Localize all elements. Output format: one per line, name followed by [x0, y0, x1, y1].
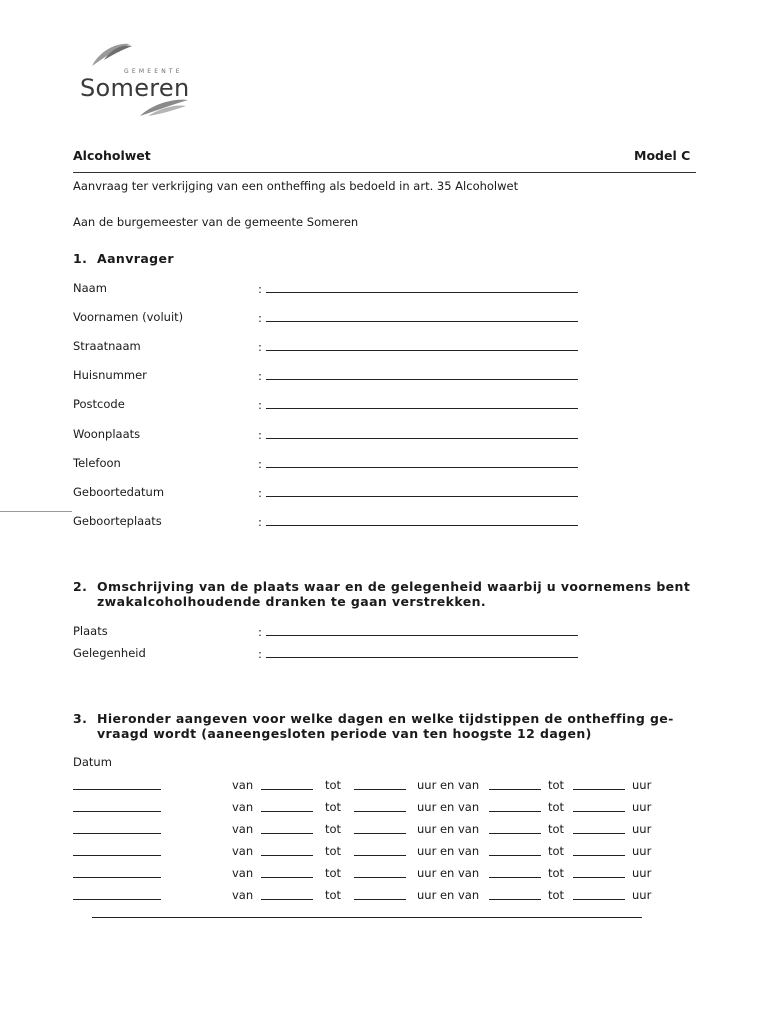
subtitle: Aanvraag ter verkrijging van een ontheffing als bedoeld in art. 35 Alcoholwet [73, 179, 519, 193]
date-input-line[interactable] [73, 822, 161, 834]
time-to-input-line[interactable] [354, 778, 406, 790]
word-tot: tot [325, 822, 342, 836]
time-to-input-line[interactable] [573, 844, 625, 856]
field-gelegenheid[interactable] [258, 646, 578, 661]
date-row [73, 778, 693, 794]
word-uur-en-van: uur en van [417, 888, 480, 902]
time-from-input-line[interactable] [489, 888, 541, 900]
model-label: Model C [634, 148, 691, 163]
colon: : [258, 625, 262, 639]
date-row [73, 866, 693, 882]
word-tot: tot [548, 866, 565, 880]
date-row [73, 888, 693, 904]
field-label-woonplaats: Woonplaats [73, 427, 141, 441]
time-to-input-line[interactable] [354, 866, 406, 878]
word-uur: uur [632, 888, 652, 902]
word-uur: uur [632, 800, 652, 814]
field-label-voornamen: Voornamen (voluit) [73, 310, 184, 324]
document-title: Alcoholwet [73, 148, 151, 163]
word-uur: uur [632, 822, 652, 836]
time-to-input-line[interactable] [354, 888, 406, 900]
date-row [73, 844, 693, 860]
word-tot: tot [548, 800, 565, 814]
section-title-line1: Hieronder aangeven voor welke dagen en welke tijdstippen de ontheffing ge- [97, 711, 674, 726]
word-tot: tot [548, 778, 565, 792]
date-input-line[interactable] [73, 866, 161, 878]
word-uur: uur [632, 866, 652, 880]
time-from-input-line[interactable] [261, 888, 313, 900]
time-from-input-line[interactable] [261, 822, 313, 834]
input-line[interactable] [266, 485, 578, 497]
field-label-straatnaam: Straatnaam [73, 339, 141, 353]
date-input-line[interactable] [73, 800, 161, 812]
colon: : [258, 369, 262, 383]
input-line[interactable] [266, 646, 578, 658]
colon: : [258, 340, 262, 354]
input-line[interactable] [266, 456, 578, 468]
time-from-input-line[interactable] [489, 822, 541, 834]
colon: : [258, 282, 262, 296]
time-to-input-line[interactable] [573, 888, 625, 900]
time-from-input-line[interactable] [261, 844, 313, 856]
time-from-input-line[interactable] [489, 800, 541, 812]
word-van: van [232, 822, 254, 836]
word-tot: tot [548, 822, 565, 836]
time-from-input-line[interactable] [489, 844, 541, 856]
section-title-line2: vraagd wordt (aaneengesloten periode van ten hoogste 12 dagen) [97, 726, 592, 741]
word-van: van [232, 778, 254, 792]
field-postcode[interactable] [258, 397, 578, 412]
section-2-heading [73, 579, 690, 609]
field-label-geboortedatum: Geboortedatum [73, 485, 165, 499]
input-line[interactable] [266, 339, 578, 351]
field-voornamen[interactable] [258, 310, 578, 325]
word-tot: tot [325, 800, 342, 814]
time-to-input-line[interactable] [354, 844, 406, 856]
input-line[interactable] [266, 397, 578, 409]
field-label-naam: Naam [73, 281, 107, 295]
time-to-input-line[interactable] [573, 866, 625, 878]
section-number: 3. [73, 711, 88, 726]
time-from-input-line[interactable] [489, 866, 541, 878]
input-line[interactable] [266, 427, 578, 439]
word-uur: uur [632, 778, 652, 792]
word-van: van [232, 866, 254, 880]
time-from-input-line[interactable] [489, 778, 541, 790]
time-from-input-line[interactable] [261, 778, 313, 790]
time-to-input-line[interactable] [354, 822, 406, 834]
section-title: Aanvrager [97, 251, 174, 266]
colon: : [258, 398, 262, 412]
word-uur-en-van: uur en van [417, 800, 480, 814]
logo-name: Someren [80, 74, 190, 102]
section-1-heading [73, 251, 174, 266]
word-uur-en-van: uur en van [417, 822, 480, 836]
word-van: van [232, 800, 254, 814]
word-tot: tot [325, 888, 342, 902]
logo-subtitle: GEMEENTE [124, 68, 183, 75]
field-label-gelegenheid: Gelegenheid [73, 646, 146, 660]
field-label-postcode: Postcode [73, 397, 125, 411]
word-tot: tot [325, 844, 342, 858]
margin-mark [0, 511, 72, 512]
input-line[interactable] [266, 514, 578, 526]
field-geboortedatum[interactable] [258, 485, 578, 500]
field-naam[interactable] [258, 281, 578, 296]
word-tot: tot [325, 866, 342, 880]
word-uur-en-van: uur en van [417, 866, 480, 880]
word-tot: tot [548, 888, 565, 902]
date-input-line[interactable] [73, 778, 161, 790]
header-divider [73, 172, 696, 173]
date-input-line[interactable] [73, 888, 161, 900]
word-uur-en-van: uur en van [417, 778, 480, 792]
date-label: Datum [73, 755, 112, 769]
input-line[interactable] [266, 624, 578, 636]
section-3-heading [73, 711, 674, 741]
field-straatnaam[interactable] [258, 339, 578, 354]
date-row [73, 822, 693, 838]
field-woonplaats[interactable] [258, 427, 578, 442]
section-number: 2. [73, 579, 88, 594]
time-to-input-line[interactable] [573, 822, 625, 834]
field-label-huisnummer: Huisnummer [73, 368, 147, 382]
word-uur-en-van: uur en van [417, 844, 480, 858]
time-to-input-line[interactable] [354, 800, 406, 812]
colon: : [258, 515, 262, 529]
word-tot: tot [548, 844, 565, 858]
word-van: van [232, 844, 254, 858]
addressee: Aan de burgemeester van de gemeente Someren [73, 215, 359, 229]
time-from-input-line[interactable] [261, 866, 313, 878]
time-from-input-line[interactable] [261, 800, 313, 812]
colon: : [258, 428, 262, 442]
field-label-geboorteplaats: Geboorteplaats [73, 514, 162, 528]
colon: : [258, 457, 262, 471]
gemeente-someren-logo [78, 38, 190, 118]
field-plaats[interactable] [258, 624, 578, 639]
word-tot: tot [325, 778, 342, 792]
field-label-telefoon: Telefoon [73, 456, 121, 470]
field-telefoon[interactable] [258, 456, 578, 471]
input-line[interactable] [266, 310, 578, 322]
section-title-line2: zwakalcoholhoudende dranken te gaan verstrekken. [97, 594, 487, 609]
section-title-line1: Omschrijving van de plaats waar en de gelegenheid waarbij u voornemens bent [97, 579, 691, 594]
field-label-plaats: Plaats [73, 624, 108, 638]
time-to-input-line[interactable] [573, 778, 625, 790]
footer-divider [92, 917, 642, 918]
field-geboorteplaats[interactable] [258, 514, 578, 529]
field-huisnummer[interactable] [258, 368, 578, 383]
colon: : [258, 311, 262, 325]
date-input-line[interactable] [73, 844, 161, 856]
colon: : [258, 647, 262, 661]
date-row [73, 800, 693, 816]
section-number: 1. [73, 251, 88, 266]
input-line[interactable] [266, 281, 578, 293]
input-line[interactable] [266, 368, 578, 380]
colon: : [258, 486, 262, 500]
word-uur: uur [632, 844, 652, 858]
time-to-input-line[interactable] [573, 800, 625, 812]
word-van: van [232, 888, 254, 902]
